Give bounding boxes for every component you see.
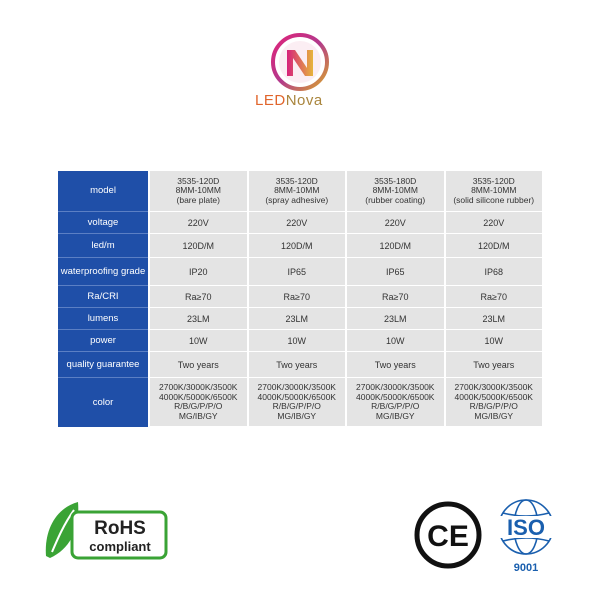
spec-table — [58, 171, 542, 427]
spec-row-waterproofing-grade — [58, 258, 542, 286]
cell-line: MG/IB/GY — [277, 410, 317, 421]
cell-line: R/B/G/P/P/O — [272, 401, 321, 411]
cell-line: (rubber coating) — [365, 194, 426, 205]
cell-ra-cri-col4: Ra≥70 — [444, 286, 543, 308]
cell-line: (spray adhesive) — [265, 194, 329, 205]
cell-line: 8MM-10MM — [175, 185, 221, 196]
cell-line: 8MM-10MM — [471, 185, 517, 196]
cell-color-col1 — [148, 378, 247, 427]
cell-voltage-col3: 220V — [345, 212, 444, 234]
row-header-color: color — [58, 378, 148, 427]
cell-lumens-col4: 23LM — [444, 308, 543, 330]
brand-name: LEDNova — [255, 92, 323, 109]
cell-model-col3 — [345, 171, 444, 212]
row-header-waterproofing-grade: waterproofing grade — [58, 258, 148, 286]
cell-line: MG/IB/GY — [375, 410, 415, 421]
cell-ra-cri-col2: Ra≥70 — [247, 286, 346, 308]
row-header-model: model — [58, 171, 148, 212]
cell-quality-guarantee-col2: Two years — [247, 352, 346, 378]
cell-quality-guarantee-col1: Two years — [148, 352, 247, 378]
iso-number: 9001 — [513, 562, 539, 574]
cell-waterproofing-grade-col1: IP20 — [148, 258, 247, 286]
spec-row-quality-guarantee — [58, 352, 542, 378]
cell-color-col2 — [247, 378, 346, 427]
cell-line: 8MM-10MM — [274, 185, 320, 196]
cell-led-per-m-col1: 120D/M — [148, 234, 247, 258]
rohs-title: RoHS — [94, 518, 146, 539]
cell-voltage-col1: 220V — [148, 212, 247, 234]
cell-line: 3535-180D — [374, 175, 417, 186]
cell-led-per-m-col2: 120D/M — [247, 234, 346, 258]
iso-text: ISO — [507, 515, 545, 540]
cell-line: R/B/G/P/P/O — [174, 401, 223, 411]
spec-row-model — [58, 171, 542, 212]
spec-row-voltage — [58, 212, 542, 234]
cell-model-col1 — [148, 171, 247, 212]
row-header-power: power — [58, 330, 148, 352]
row-header-quality-guarantee: quality guarantee — [58, 352, 148, 378]
cell-power-col4: 10W — [444, 330, 543, 352]
cell-power-col3: 10W — [345, 330, 444, 352]
ce-text: CE — [427, 520, 469, 553]
cell-ra-cri-col3: Ra≥70 — [345, 286, 444, 308]
cell-line: R/B/G/P/P/O — [469, 401, 518, 411]
rohs-subtitle: compliant — [89, 539, 151, 554]
cell-line: 2700K/3000K/3500K — [454, 382, 533, 392]
cell-led-per-m-col4: 120D/M — [444, 234, 543, 258]
cell-voltage-col2: 220V — [247, 212, 346, 234]
cell-line: 4000K/5000K/6500K — [356, 391, 435, 402]
cell-model-col2 — [247, 171, 346, 212]
cell-ra-cri-col1: Ra≥70 — [148, 286, 247, 308]
cell-line: 4000K/5000K/6500K — [257, 391, 336, 402]
cell-waterproofing-grade-col4: IP68 — [444, 258, 543, 286]
cell-line: 2700K/3000K/3500K — [257, 382, 336, 392]
cell-power-col2: 10W — [247, 330, 346, 352]
cell-model-col4 — [444, 171, 543, 212]
cell-waterproofing-grade-col2: IP65 — [247, 258, 346, 286]
cell-line: R/B/G/P/P/O — [371, 401, 420, 411]
spec-row-color — [58, 378, 542, 427]
cell-quality-guarantee-col3: Two years — [345, 352, 444, 378]
spec-row-led-per-m — [58, 234, 542, 258]
row-header-lumens: lumens — [58, 308, 148, 330]
cell-color-col3 — [345, 378, 444, 427]
cell-line: 4000K/5000K/6500K — [159, 391, 238, 402]
cell-line: MG/IB/GY — [178, 410, 218, 421]
row-header-ra-cri: Ra/CRI — [58, 286, 148, 308]
iso-9001-badge — [490, 495, 562, 577]
cell-line: 4000K/5000K/6500K — [454, 391, 533, 402]
cell-voltage-col4: 220V — [444, 212, 543, 234]
cell-line: (bare plate) — [176, 194, 220, 205]
cell-quality-guarantee-col4: Two years — [444, 352, 543, 378]
row-header-led-per-m: led/m — [58, 234, 148, 258]
cell-line: 3535-120D — [177, 175, 220, 186]
spec-row-lumens — [58, 308, 542, 330]
cell-line: (solid silicone rubber) — [453, 194, 535, 205]
cell-line: 8MM-10MM — [372, 185, 418, 196]
cell-line: 2700K/3000K/3500K — [356, 382, 435, 392]
cell-power-col1: 10W — [148, 330, 247, 352]
cell-line: 2700K/3000K/3500K — [159, 382, 238, 392]
rohs-badge — [42, 500, 170, 564]
spec-row-power — [58, 330, 542, 352]
spec-row-ra-cri — [58, 286, 542, 308]
row-header-voltage: voltage — [58, 212, 148, 234]
ce-mark-icon — [413, 500, 483, 570]
cell-lumens-col1: 23LM — [148, 308, 247, 330]
cell-color-col4 — [444, 378, 543, 427]
cell-line: MG/IB/GY — [474, 410, 514, 421]
cell-line: 3535-120D — [275, 175, 318, 186]
cell-line: 3535-120D — [472, 175, 515, 186]
cell-lumens-col2: 23LM — [247, 308, 346, 330]
cell-waterproofing-grade-col3: IP65 — [345, 258, 444, 286]
cell-led-per-m-col3: 120D/M — [345, 234, 444, 258]
cell-lumens-col3: 23LM — [345, 308, 444, 330]
